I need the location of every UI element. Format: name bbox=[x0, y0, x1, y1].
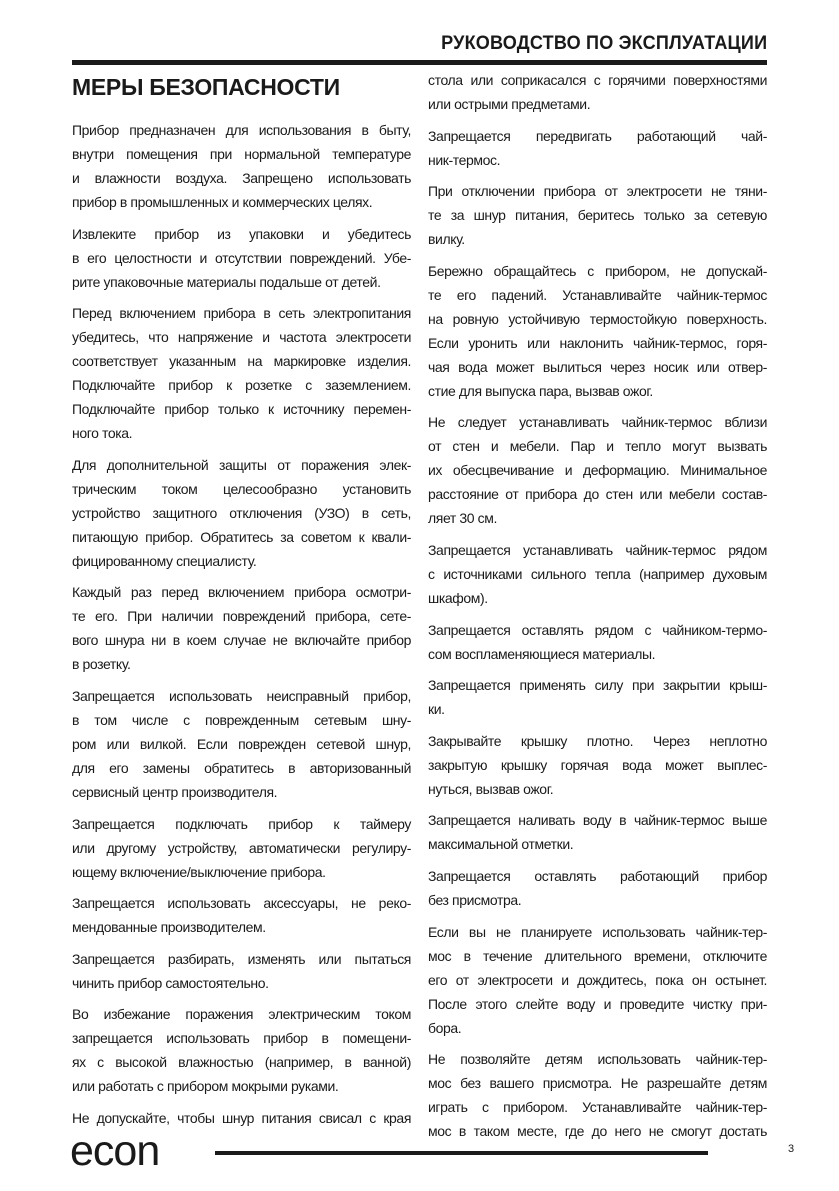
text-line: в его целостности и отсутствии повреждений. Убе- bbox=[72, 249, 411, 266]
text-line: Не следует устанавливать чайник-термос вблизи bbox=[428, 414, 767, 431]
paragraph bbox=[428, 808, 767, 856]
text-line: Закрывайте крышку плотно. Через неплотно bbox=[428, 732, 767, 749]
text-line: нуться, вызвав ожог. bbox=[428, 780, 554, 797]
text-line: чая вода может вылиться через носик или отвер- bbox=[428, 358, 767, 375]
text-line: на ровную устойчивую термостойкую поверхность. bbox=[428, 310, 767, 327]
footer-divider bbox=[215, 1151, 708, 1155]
paragraph bbox=[428, 729, 767, 801]
text-line: Запрещается наливать воду в чайник-термос выше bbox=[428, 812, 767, 829]
text-line: убедитесь, что напряжение и частота электросети bbox=[72, 329, 411, 346]
text-line: бора. bbox=[428, 1019, 462, 1036]
text-line: максимальной отметки. bbox=[428, 836, 574, 853]
paragraph bbox=[428, 864, 767, 912]
text-line: Подключайте прибор к розетке с заземлением. bbox=[72, 377, 411, 394]
text-line: Во избежание поражения электрическим током bbox=[72, 1006, 411, 1023]
text-line: фицированному специалисту. bbox=[72, 552, 257, 569]
paragraph bbox=[72, 118, 411, 214]
text-line: Запрещается оставлять работающий прибор bbox=[428, 867, 767, 884]
text-line: или другому устройству, автоматически регулиру- bbox=[72, 839, 411, 856]
text-line: ющему включение/выключение прибора. bbox=[72, 863, 326, 880]
text-line: шкафом). bbox=[428, 589, 488, 606]
text-line: Запрещается передвигать работающий чай- bbox=[428, 127, 767, 144]
text-line: или острыми предметами. bbox=[428, 96, 591, 112]
text-line: Запрещается использовать неисправный прибор, bbox=[72, 687, 411, 704]
text-line: мос в таком месте, где до него не смогут достать bbox=[428, 1123, 767, 1140]
paragraph bbox=[428, 618, 767, 666]
text-line: ляет 30 см. bbox=[428, 510, 497, 527]
text-line: в розетку. bbox=[72, 656, 131, 673]
paragraph bbox=[72, 1002, 411, 1098]
text-line: играть с прибором. Устанавливайте чайник-тер- bbox=[428, 1099, 767, 1116]
text-line: питающую прибор. Обратитесь за советом к квали- bbox=[72, 528, 411, 545]
text-line: мос в течение длительного времени, отключите bbox=[428, 947, 767, 964]
text-line: Подключайте прибор только к источнику перемен- bbox=[72, 401, 411, 418]
text-line: стола или соприкасался с горячими поверхностями bbox=[428, 72, 767, 88]
text-line: внутри помещения при нормальной температуре bbox=[72, 146, 411, 162]
text-line: трическим током целесообразно установить bbox=[72, 480, 411, 497]
text-line: закрытую крышку горячая вода может выплес- bbox=[428, 756, 767, 773]
paragraph bbox=[428, 920, 767, 1040]
text-line: Не допускайте, чтобы шнур питания свисал с края bbox=[72, 1109, 411, 1126]
text-line: те его падений. Устанавливайте чайник-термос bbox=[428, 286, 767, 303]
paragraph bbox=[72, 684, 411, 804]
text-line: соответствует указанным на маркировке изделия. bbox=[72, 353, 411, 370]
text-line: ник-термос. bbox=[428, 151, 501, 168]
text-line: ки. bbox=[428, 701, 445, 718]
paragraph bbox=[428, 673, 767, 721]
text-line: расстояние от прибора до стен или мебели состав- bbox=[428, 486, 767, 503]
text-line: те его. При наличии повреждений прибора, сете- bbox=[72, 608, 411, 625]
text-line: Запрещается подключать прибор к таймеру bbox=[72, 815, 411, 832]
paragraph bbox=[428, 538, 767, 610]
paragraph bbox=[72, 222, 411, 294]
paragraph bbox=[428, 68, 767, 116]
text-line: от стен и мебели. Пар и тепло могут вызвать bbox=[428, 438, 767, 455]
paragraph bbox=[428, 410, 767, 530]
text-line: чинить прибор самостоятельно. bbox=[72, 974, 269, 991]
text-line: мендованные производителем. bbox=[72, 919, 266, 936]
text-line: Бережно обращайтесь с прибором, не допускай- bbox=[428, 262, 767, 279]
text-line: устройство защитного отключения (УЗО) в сеть, bbox=[72, 504, 411, 521]
text-line: в том числе с поврежденным сетевым шну- bbox=[72, 711, 411, 728]
text-line: для его замены обратитесь в авторизованный bbox=[72, 759, 411, 776]
text-line: его от электросети и дождитесь, пока он остынет. bbox=[428, 971, 767, 988]
text-line: Запрещается использовать аксессуары, не реко- bbox=[72, 895, 411, 912]
text-line: рите упаковочные материалы подальше от детей. bbox=[72, 273, 381, 290]
text-line: Запрещается применять силу при закрытии крыш- bbox=[428, 677, 767, 694]
text-line: Каждый раз перед включением прибора осмотри- bbox=[72, 584, 411, 601]
document-header-title: РУКОВОДСТВО ПО ЭКСПЛУАТАЦИИ bbox=[440, 33, 767, 54]
paragraph bbox=[72, 812, 411, 884]
paragraph bbox=[72, 947, 411, 995]
paragraph bbox=[428, 1047, 767, 1143]
text-line: Запрещается разбирать, изменять или пытаться bbox=[72, 950, 411, 967]
text-line: Если вы не планируете использовать чайник-тер- bbox=[428, 923, 767, 940]
econ-logo: econ bbox=[70, 1127, 160, 1175]
paragraph bbox=[428, 179, 767, 251]
text-line: сервисный центр производителя. bbox=[72, 783, 278, 800]
text-line: Перед включением прибора в сеть электропитания bbox=[72, 305, 411, 322]
text-line: без присмотра. bbox=[428, 891, 522, 908]
text-line: Запрещается оставлять рядом с чайником-термо- bbox=[428, 621, 767, 638]
text-line: стие для выпуска пара, вызвав ожог. bbox=[428, 382, 653, 399]
text-line: вого шнура ни в коем случае не включайте прибор bbox=[72, 632, 411, 649]
text-line: те за шнур питания, беритесь только за сетевую bbox=[428, 207, 767, 224]
text-line: сом воспламеняющиеся материалы. bbox=[428, 645, 656, 662]
paragraph bbox=[72, 453, 411, 573]
text-line: и влажности воздуха. Запрещено использовать bbox=[72, 170, 411, 186]
text-line: с источниками сильного тепла (например духовым bbox=[428, 565, 767, 582]
paragraph bbox=[428, 259, 767, 403]
text-line: После этого слейте воду и проведите чистку при- bbox=[428, 995, 767, 1012]
text-line: или работать с прибором мокрыми руками. bbox=[72, 1078, 339, 1095]
text-line: запрещается использовать прибор в помещени- bbox=[72, 1030, 411, 1047]
text-line: их обесцвечивание и деформацию. Минимальное bbox=[428, 462, 767, 479]
text-line: Для дополнительной защиты от поражения элек- bbox=[72, 456, 411, 473]
header-divider bbox=[72, 60, 767, 65]
text-line: Прибор предназначен для использования в быту, bbox=[72, 122, 411, 138]
paragraph bbox=[72, 580, 411, 676]
paragraph bbox=[72, 891, 411, 939]
left-column bbox=[72, 118, 411, 1138]
text-line: ях с высокой влажностью (например, в ванной) bbox=[72, 1054, 411, 1071]
text-line: вилку. bbox=[428, 231, 465, 248]
text-line: Извлеките прибор из упаковки и убедитесь bbox=[72, 225, 411, 242]
section-title: МЕРЫ БЕЗОПАСНОСТИ bbox=[72, 74, 340, 100]
text-line: прибор в промышленных и коммерческих целях. bbox=[72, 194, 373, 210]
text-line: Запрещается устанавливать чайник-термос рядом bbox=[428, 541, 767, 558]
paragraph bbox=[72, 301, 411, 445]
page-number: 3 bbox=[788, 1143, 795, 1155]
text-line: ром или вилкой. Если поврежден сетевой шнур, bbox=[72, 735, 411, 752]
text-line: мос без вашего присмотра. Не разрешайте детям bbox=[428, 1075, 767, 1092]
paragraph bbox=[428, 124, 767, 172]
text-line: ного тока. bbox=[72, 425, 133, 442]
text-line: Если уронить или наклонить чайник-термос, горя- bbox=[428, 334, 767, 351]
text-line: При отключении прибора от электросети не тяни- bbox=[428, 183, 767, 200]
text-line: Не позволяйте детям использовать чайник-тер- bbox=[428, 1051, 767, 1068]
right-column bbox=[428, 68, 767, 1151]
